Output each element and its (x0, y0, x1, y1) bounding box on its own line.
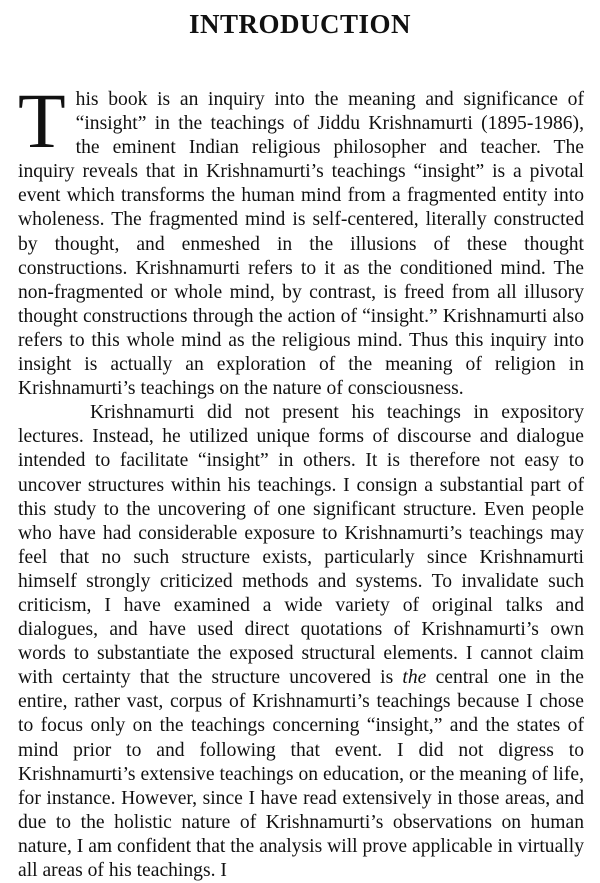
body-text (18, 77, 584, 883)
paragraph-2-text-before: Krishnamurti did not present his teachings in expository lectures. Instead, he utilized unique forms of discourse and dialogue intended to facilitate “insight” in others. It is therefore not easy to uncover structures within his teachings. I consign a substantial part of this study to the uncovering of one significant structure. Even people who have had considerable exposure to Krishnamurti’s teachings may feel that no such structure exists, particularly since Krishnamurti himself strongly criticized methods and systems. To invalidate such criticism, I have examined a wide variety of original talks and dialogues, and have used direct quotations of Krishnamurti’s own words to substantiate the exposed structural elements. I cannot claim with certainty that the structure uncovered is (18, 402, 584, 689)
paragraph-2 (18, 401, 584, 883)
paragraph-1 (18, 77, 584, 401)
paragraph-2-text-after: central one in the entire, rather vast, corpus of Krishnamurti’s teachings because I chose to focus only on the teachings concerning “insight,” and the states of mind prior to and following that event. I did not digress to Krishnamurti’s extensive teachings on education, or the meaning of life, for instance. However, since I have read extensively in those areas, and due to the holistic nature of Krishnamurti’s observations on human nature, I am confident that the analysis will prove applicable in virtually all areas of his teachings. I (18, 667, 584, 881)
paragraph-1-text: his book is an inquiry into the meaning and significance of “insight” in the teachings of Jiddu Krishnamurti (1895-1986), the eminent Indian religious philosopher and teacher. The inquiry reveals that in Krishnamurti’s teachings “insight” is a pivotal event which transforms the human mind from a fragmented entity into wholeness. The fragmented mind is self-centered, literally constructed by thought, and enmeshed in the illusions of these thought constructions. Krishnamurti refers to it as the conditioned mind. The non-fragmented or whole mind, by contrast, is freed from all illusory thought constructions through the action of “insight.” Krishnamurti also refers to this whole mind as the religious mind. Thus this inquiry into insight is actually an exploration of the meaning of religion in Krishnamurti’s teachings on the nature of consciousness. (18, 89, 584, 400)
page-title: INTRODUCTION (188, 9, 412, 39)
paragraph-2-emphasis: the (402, 667, 427, 689)
drop-cap: T (18, 77, 66, 164)
